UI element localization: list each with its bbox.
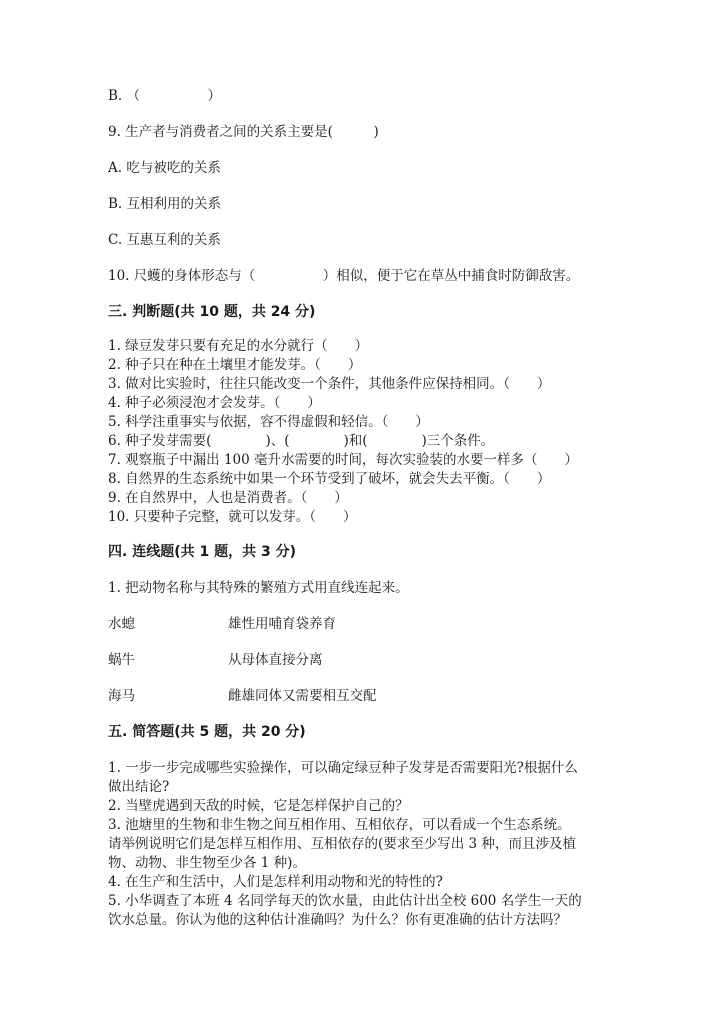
short-answer-line-2: 做出结论?	[108, 779, 170, 795]
question-9-stem: 9. 生产者与消费者之间的关系主要是( )	[108, 124, 379, 140]
matching-left-3: 海马	[108, 688, 135, 704]
short-answer-line-5: 请举例说明它们是怎样互相作用、互相依存的(要求至少写出 3 种，而且涉及植	[108, 836, 576, 852]
short-answer-line-6: 物、动物、非生物至少各 1 种)。	[108, 855, 306, 871]
section-3-heading: 三. 判断题(共 10 题，共 24 分)	[108, 304, 316, 320]
question-9-option-c: C. 互惠互利的关系	[108, 232, 221, 248]
judge-item-10: 10. 只要种子完整，就可以发芽。（ ）	[108, 509, 357, 525]
judge-item-5: 5. 科学注重事实与依据，容不得虚假和轻信。（ ）	[108, 414, 429, 430]
section-5-heading: 五. 简答题(共 5 题，共 20 分)	[108, 724, 306, 740]
question-10: 10. 尺蠖的身体形态与（ ）相似，便于它在草丛中捕食时防御敌害。	[108, 268, 580, 284]
option-b-line: B. （ ）	[108, 88, 222, 104]
short-answer-line-9: 饮水总量。你认为他的这种估计准确吗？为什么？你有更准确的估计方法吗？	[108, 912, 567, 928]
matching-right-2: 从母体直接分离	[228, 652, 323, 668]
short-answer-line-4: 3. 池塘里的生物和非生物之间互相作用、互相依存，可以看成一个生态系统。	[108, 817, 571, 833]
matching-question: 1. 把动物名称与其特殊的繁殖方式用直线连起来。	[108, 580, 409, 596]
judge-item-6: 6. 种子发芽需要( )、( )和( )三个条件。	[108, 433, 495, 449]
judge-item-8: 8. 自然界的生态系统中如果一个环节受到了破坏，就会失去平衡。（ ）	[108, 471, 551, 487]
judge-item-2: 2. 种子只在种在土壤里才能发芽。（ ）	[108, 357, 362, 373]
section-4-heading: 四. 连线题(共 1 题，共 3 分)	[108, 544, 296, 560]
short-answer-line-3: 2. 当壁虎遇到天敌的时候，它是怎样保护自己的？	[108, 798, 409, 814]
short-answer-line-8: 5. 小华调查了本班 4 名同学每天的饮水量，由此估计出全校 600 名学生一天的	[108, 893, 582, 909]
judge-item-1: 1. 绿豆发芽只要有充足的水分就行（ ）	[108, 338, 369, 354]
matching-left-1: 水螅	[108, 616, 135, 632]
judge-item-7: 7. 观察瓶子中漏出 100 毫升水需要的时间，每次实验装的水要一样多（ ）	[108, 452, 579, 468]
question-9-option-a: A. 吃与被吃的关系	[108, 160, 221, 176]
judge-item-9: 9. 在自然界中，人也是消费者。（ ）	[108, 490, 348, 506]
judge-item-3: 3. 做对比实验时，往往只能改变一个条件，其他条件应保持相同。（ ）	[108, 376, 551, 392]
matching-right-3: 雌雄同体又需要相互交配	[228, 688, 377, 704]
matching-right-1: 雄性用哺育袋养育	[228, 616, 336, 632]
matching-left-2: 蜗牛	[108, 652, 135, 668]
question-9-option-b: B. 互相利用的关系	[108, 196, 222, 212]
short-answer-line-7: 4. 在生产和生活中，人们是怎样利用动物和光的特性的?	[108, 874, 443, 890]
short-answer-line-1: 1. 一步一步完成哪些实验操作，可以确定绿豆种子发芽是否需要阳光?根据什么	[108, 760, 578, 776]
judge-item-4: 4. 种子必须浸泡才会发芽。（ ）	[108, 395, 321, 411]
